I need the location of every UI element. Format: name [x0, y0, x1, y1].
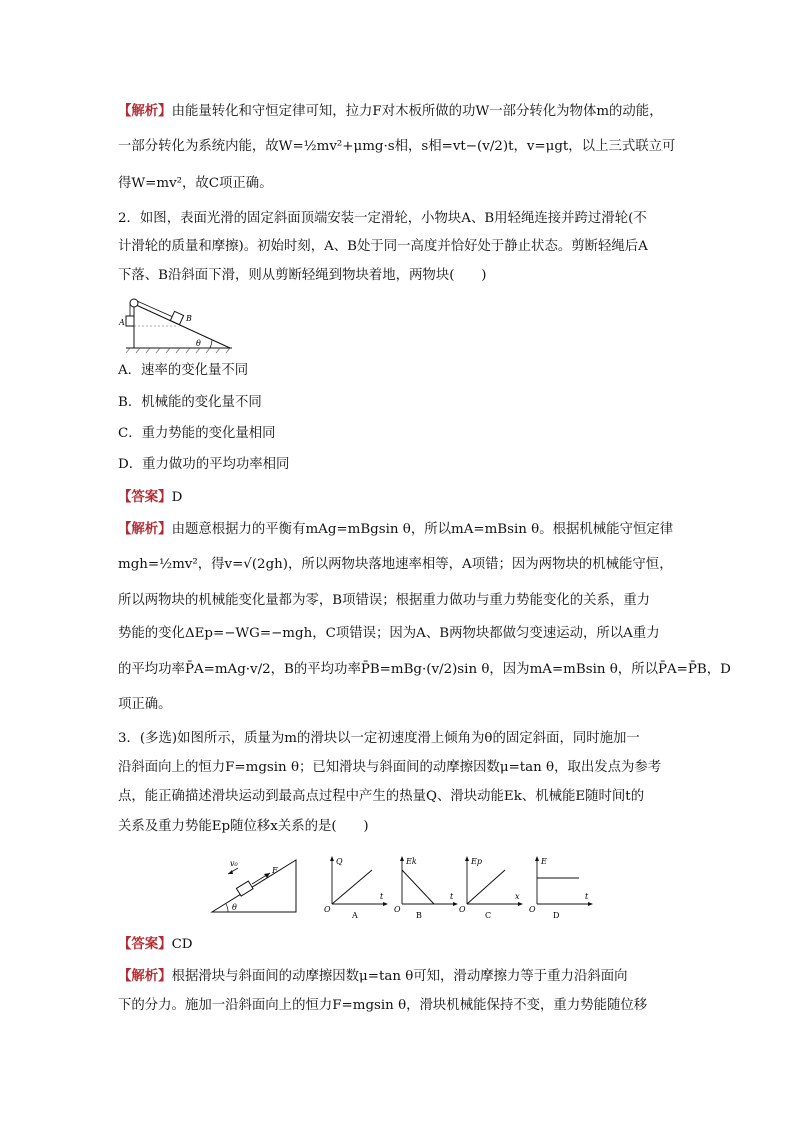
question-text: 计滑轮的质量和摩擦)。初始时刻，A、B处于同一高度并恰好处于静止状态。剪断轻绳后A [118, 239, 648, 254]
slope-label-theta: θ [232, 903, 237, 912]
analysis-line: 【解析】根据滑块与斜面间的动摩擦因数μ=tan θ可知，滑动摩擦力等于重力沿斜面向 [118, 968, 628, 984]
question-text: 2．如图，表面光滑的固定斜面顶端安装一定滑轮，小物块A、B用轻绳连接并跨过滑轮(不 [118, 211, 647, 226]
analysis-line: 的平均功率P̄A=mAg·v/2，B的平均功率P̄B=mBg·(v/2)sin θ，因为mA=mBsin θ，所以P̄A=P̄B，D [118, 662, 731, 677]
answer-line [118, 934, 193, 955]
question-text: 沿斜面向上的恒力F=mgsin θ；已知滑块与斜面间的动摩擦因数μ=tan θ，取出发点为参考 [118, 760, 662, 775]
analysis-tag: 【解析】 [118, 103, 172, 119]
analysis-line: 势能的变化ΔEp=−WG=−mgh，C项错误；因为A、B两物块都做匀变速运动，所以A重力 [118, 626, 660, 641]
option-d: D．重力做功的平均功率相同 [118, 457, 290, 472]
analysis-tag: 【解析】 [118, 521, 172, 537]
analysis-line: 下的分力。施加一沿斜面向上的恒力F=mgsin θ，滑块机械能保持不变，重力势能随位移 [118, 998, 648, 1013]
analysis-line: 一部分转化为系统内能，故W=½mv²+μmg·s相，s相=vt−(v/2)t，v=μgt，以上三式联立可 [118, 139, 676, 154]
graph-a-origin: O [324, 905, 331, 914]
graph-c-ylabel: Ep [471, 857, 482, 866]
graph-d-origin: O [529, 905, 536, 914]
analysis-tag: 【解析】 [118, 968, 172, 984]
analysis-line: mgh=½mv²，得v=√(2gh)，所以两物块落地速率相等，A项错；因为两物块的机械能守恒， [118, 557, 673, 572]
answer-tag: 【答案】 [118, 936, 172, 952]
answer-value: CD [171, 937, 193, 952]
graph-c-xlabel: x [515, 892, 520, 901]
answer-line [118, 487, 182, 508]
graph-a-ylabel: Q [336, 857, 343, 866]
analysis-line: 得W=mv²，故C项正确。 [118, 176, 273, 191]
graph-b [390, 852, 462, 922]
slope-label-f: F [272, 866, 278, 875]
pulley-incline-figure [118, 296, 236, 354]
graph-d-xlabel: t [585, 892, 589, 901]
slope-label-v0: v₀ [230, 859, 238, 868]
question-text: 点，能正确描述滑块运动到最高点过程中产生的热量Q、滑块动能Ek、机械能E随时间t的 [118, 789, 645, 804]
analysis-line: 项正确。 [118, 697, 172, 712]
figure-label-b: B [186, 314, 192, 323]
answer-value: D [171, 490, 183, 505]
graph-a-caption: A [352, 911, 358, 920]
graph-b-xlabel: t [450, 892, 454, 901]
figure-label-a: A [119, 318, 125, 327]
slope-figure [208, 854, 300, 916]
graph-a-xlabel: t [380, 892, 384, 901]
graph-d-caption: D [553, 911, 560, 920]
graph-b-origin: O [394, 905, 401, 914]
graph-a [320, 852, 392, 922]
graph-b-caption: B [416, 911, 422, 920]
analysis-line: 【解析】由能量转化和守恒定律可知，拉力F对木板所做的功W一部分转化为物体m的动能， [118, 103, 663, 119]
option-b: B．机械能的变化量不同 [118, 395, 262, 410]
question-text: 下落、B沿斜面下滑，则从剪断轻绳到物块着地，两物块( ) [118, 268, 487, 283]
graph-d [525, 852, 597, 922]
question-text: 3．(多选)如图所示，质量为m的滑块以一定初速度滑上倾角为θ的固定斜面，同时施加一 [118, 731, 640, 746]
option-c: C．重力势能的变化量相同 [118, 426, 276, 441]
graph-c [455, 852, 527, 922]
figure-label-theta: θ [196, 339, 201, 348]
option-a: A．速率的变化量不同 [118, 363, 249, 378]
graph-c-origin: O [459, 905, 466, 914]
graph-d-ylabel: E [541, 857, 547, 866]
question-text: 关系及重力势能Ep随位移x关系的是( ) [118, 819, 369, 834]
analysis-line: 【解析】由题意根据力的平衡有mAg=mBgsin θ，所以mA=mBsin θ。根据机械能守恒定律 [118, 521, 674, 537]
graph-b-ylabel: Ek [406, 857, 417, 866]
analysis-line: 所以两物块的机械能变化量都为零，B项错误；根据重力做功与重力势能变化的关系，重力 [118, 593, 651, 608]
answer-tag: 【答案】 [118, 489, 172, 505]
graph-c-caption: C [485, 911, 492, 920]
